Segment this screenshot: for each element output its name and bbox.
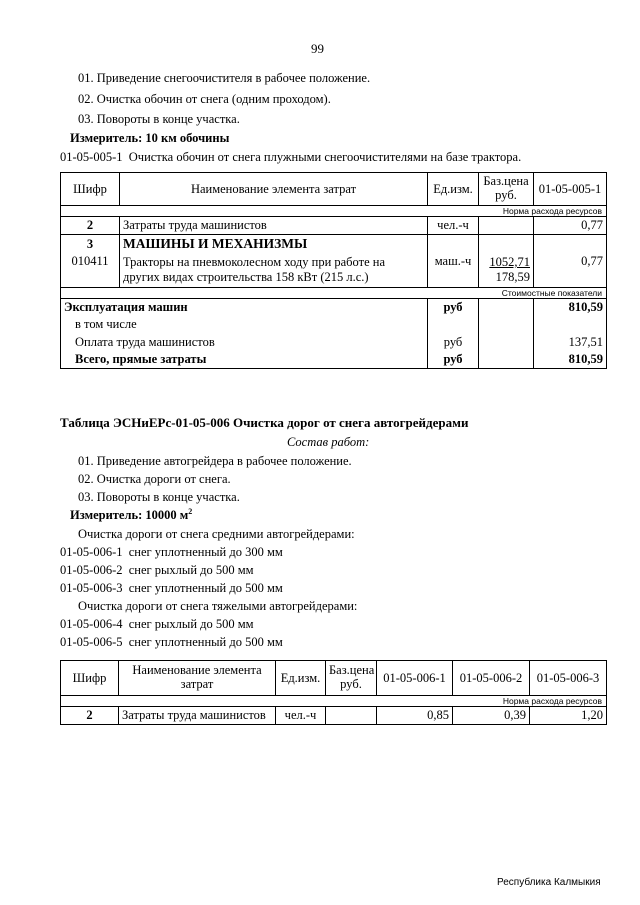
row-value: 810,59 (534, 299, 607, 317)
price-line: 1052,71 (489, 255, 530, 270)
table-row (61, 217, 607, 235)
row-code: 010411 (61, 253, 120, 287)
row-unit: маш.-ч (428, 253, 479, 287)
row-value: 1,20 (530, 707, 607, 725)
table-row (61, 351, 607, 369)
row-name: Затраты труда машинистов (119, 707, 276, 725)
row-unit: руб (428, 351, 479, 369)
row-name-line: других видах строительства 158 кВт (215 л.с.) (123, 270, 369, 285)
row-code: 2 (61, 707, 119, 725)
item-text: Очистка обочин от снега плужными снегоочистителями на базе трактора. (128, 150, 522, 164)
table-header-row (61, 173, 607, 206)
resource-table-2 (60, 660, 607, 725)
work-heading: Состав работ: (287, 435, 370, 449)
work-step: 02. Очистка обочин от снега (одним проходом). (78, 92, 331, 106)
price-line: 178,59 (495, 270, 530, 285)
cost-label: Стоимостные показатели (61, 287, 607, 298)
item-code: 01-05-006-2 (60, 563, 123, 577)
header-col: 01-05-005-1 (534, 173, 607, 206)
header-name: Наименование элемента затрат (119, 661, 276, 696)
header-unit: Ед.изм. (276, 661, 326, 696)
row-name: в том числе (61, 316, 428, 333)
item-line (60, 545, 283, 559)
header-unit: Ед.изм. (428, 173, 479, 206)
norm-label: Норма расхода ресурсов (61, 206, 607, 217)
header-col: 01-05-006-1 (377, 661, 453, 696)
footer-region: Республика Калмыкия (497, 877, 601, 888)
row-unit: чел.-ч (276, 707, 326, 725)
item-text: снег уплотненный до 500 мм (128, 581, 283, 595)
row-name: Эксплуатация машин (61, 299, 428, 317)
measure-unit: Измеритель: 10 км обочины (70, 131, 230, 145)
group-heading: Очистка дороги от снега средними автогрейдерами: (78, 527, 355, 541)
row-value: 0,77 (534, 217, 607, 235)
work-step: 01. Приведение автогрейдера в рабочее положение. (78, 454, 352, 468)
group-heading: Очистка дороги от снега тяжелыми автогрейдерами: (78, 599, 358, 613)
item-line (60, 563, 254, 577)
table-row (61, 316, 607, 333)
row-name-line: Тракторы на пневмоколесном ходу при работе на (123, 255, 385, 270)
item-code: 01-05-006-3 (60, 581, 123, 595)
item-text: снег рыхлый до 500 мм (128, 563, 254, 577)
table-header-row (61, 661, 607, 696)
header-code: Шифр (61, 661, 119, 696)
row-value: 0,39 (453, 707, 530, 725)
table-row (61, 707, 607, 725)
header-price: Баз.цена руб. (326, 661, 377, 696)
work-step: 01. Приведение снегоочистителя в рабочее положение. (78, 71, 371, 85)
cost-label-row (61, 287, 607, 298)
header-name: Наименование элемента затрат (120, 173, 428, 206)
resource-table-1 (60, 172, 607, 369)
row-price (479, 253, 534, 287)
row-unit: руб (428, 299, 479, 317)
work-step: 03. Повороты в конце участка. (78, 490, 240, 504)
table-row (61, 299, 607, 317)
work-step: 03. Повороты в конце участка. (78, 112, 240, 126)
table-row (61, 253, 607, 287)
row-name (120, 253, 428, 287)
row-value: 137,51 (534, 333, 607, 351)
row-value: 0,77 (534, 253, 607, 287)
table-row (61, 333, 607, 351)
item-text: снег уплотненный до 300 мм (128, 545, 283, 559)
row-value: 810,59 (534, 351, 607, 369)
row-name: Всего, прямые затраты (61, 351, 428, 369)
row-name: Затраты труда машинистов (120, 217, 428, 235)
item-code: 01-05-005-1 (60, 150, 123, 164)
row-name: МАШИНЫ И МЕХАНИЗМЫ (120, 235, 428, 254)
row-name: Оплата труда машинистов (61, 333, 428, 351)
item-code: 01-05-006-1 (60, 545, 123, 559)
measure-text: Измеритель: 10000 м (70, 508, 189, 523)
row-code: 2 (61, 217, 120, 235)
row-unit: чел.-ч (428, 217, 479, 235)
table-title: Таблица ЭСНиЕРс-01-05-006 Очистка дорог от снега автогрейдерами (60, 415, 469, 430)
norm-label-row (61, 696, 607, 707)
header-col: 01-05-006-3 (530, 661, 607, 696)
item-text: снег уплотненный до 500 мм (128, 635, 283, 649)
row-unit: руб (428, 333, 479, 351)
row-code: 3 (61, 235, 120, 254)
header-col: 01-05-006-2 (453, 661, 530, 696)
item-line (60, 635, 283, 649)
norm-label: Норма расхода ресурсов (61, 696, 607, 707)
item-line (60, 150, 521, 164)
measure-unit (70, 507, 192, 523)
norm-label-row (61, 206, 607, 217)
row-value: 0,85 (377, 707, 453, 725)
item-line (60, 617, 254, 631)
item-text: снег рыхлый до 500 мм (128, 617, 254, 631)
header-code: Шифр (61, 173, 120, 206)
table-row (61, 235, 607, 254)
header-price: Баз.цена руб. (479, 173, 534, 206)
work-step: 02. Очистка дороги от снега. (78, 472, 231, 486)
item-code: 01-05-006-5 (60, 635, 123, 649)
page-number: 99 (311, 41, 324, 56)
item-code: 01-05-006-4 (60, 617, 123, 631)
item-line (60, 581, 283, 595)
measure-sup: 2 (188, 507, 193, 516)
